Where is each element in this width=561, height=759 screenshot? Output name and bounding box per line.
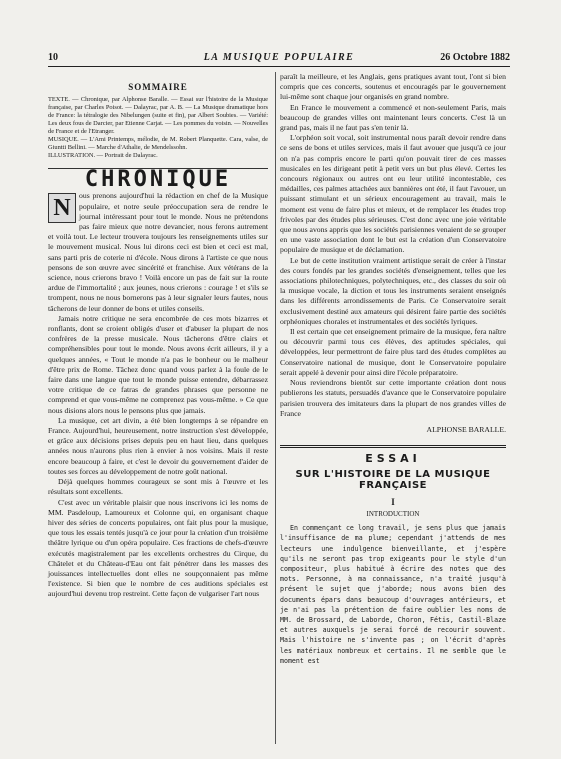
column-divider — [275, 72, 276, 744]
chronique-continued-paragraph: L'orphéon soit vocal, soit instrumental nous paraît devoir rendre dans ce sens de bons et utiles services, mais il faut avouer que jusqu'à ce jour on n'a pas compris encore le parti qu'on pouvait tirer de ces masses musicales en les dirigeant petit à petit vers un but plus élevé. Certes les concours régionaux ou autres ont eu leur utilité incontestable, ces médailles, ces palmes attachées aux bannières ont été, il faut l'avouer, un puissant stimulant et un sérieux encouragement au travail, mais le moment est venu de faire plus et mieux, et de remplacer les études trop frivoles par des études plus sérieuses. C'est donc avec une joie véritable que nous avons appris que les sociétés parisiennes venaient de se grouper en une vaste association dont le but est la création d'un Conservatoire populaire de musique et de déclamation. — [280, 133, 506, 255]
sommaire-entry: MUSIQUE. — L'Ami Printemps, mélodie, de M. Robert Planquette. Cara, valse, de Giuntti Bellini. — Marche d'Athalie, de Mendelssohn. — [48, 136, 268, 152]
section-number: I — [391, 496, 395, 507]
chronique-continued-paragraph: Le but de cette institution vraiment artistique serait de créer à l'instar des cours fondés par les grandes sociétés d'enseignement, telles que les associations philotechniques, polytechniques, etc., des classes du soir où la musique vocale, la diction et tous les instruments seraient enseignés dans les différents arrondissements de Paris. Ce Conservatoire serait exclusivement destiné aux amateurs qui désirent faire partie des sociétés orphéoniques chorales et instrumentales et des sociétés lyriques. — [280, 255, 506, 326]
header-rule — [48, 66, 510, 67]
journal-title: LA MUSIQUE POPULAIRE — [203, 52, 355, 63]
sommaire-title: SOMMAIRE — [128, 82, 188, 92]
author-signature: ALPHONSE BARALLE. — [426, 424, 506, 434]
page-number: 10 — [48, 52, 58, 63]
essai-subtitle: SUR L'HISTOIRE DE LA MUSIQUE FRANÇAISE — [295, 469, 491, 491]
essai-title: ESSAI — [365, 452, 421, 466]
sommaire-entry: ILLUSTRATION. — Portrait de Dalayrac. — [48, 152, 158, 160]
chronique-paragraph: Déjà quelques hommes courageux se sont mis à l'œuvre et les résultats sont excellents. — [48, 477, 268, 497]
chronique-continued-paragraph: En France le mouvement a commencé et non-seulement Paris, mais beaucoup de grandes villes ont maintenant leurs concerts. C'est là un grand pas, mais il ne faut pas s'en tenir là. — [280, 102, 506, 133]
chronique-body — [48, 191, 268, 599]
chronique-continued-paragraph: Nous reviendrons bientôt sur cette importante création dont nous publierons les statuts, persuadés d'avance que le Conservatoire populaire parisien trouvera des imitateurs dans la plupart de nos grandes villes de France — [280, 378, 506, 418]
right-column — [280, 72, 506, 666]
chronique-continued-paragraph: Il est certain que cet enseignement primaire de la musique, fera naître ou découvrir parmi tous ces élèves, des aptitudes spéciales, qui développées, leur permettront de faire plus tard des études complètes au Conservatoire national de musique, dont le Conservatoire populaire serait appelé à devenir pour ainsi dire l'école préparatoire. — [280, 327, 506, 377]
chronique-continued-paragraph: paraît la meilleure, et les Anglais, gens pratiques avant tout, l'ont si bien compris que ces concerts, soutenus et encouragés par le gouvernement lui-même sont chaque jour organisés en grand nombre. — [280, 72, 506, 102]
sommaire-entry: TEXTE. — Chronique, par Alphonse Baralle. — Essai sur l'histoire de la Musique française, par Charles Poisot. — Dalayrac, par A. B. — La Musique dramatique hors de France: la tétralogie des Nibelungen (suite et fin), par Albert Soubies. — Variété: Les deux fous de Darcier, par Etienne Carjat. — Les pommes du voisin. — Nouvelles de France et de l'Etranger. — [48, 96, 268, 136]
left-column — [48, 72, 268, 600]
chronique-paragraph: C'est avec un véritable plaisir que nous inscrivons ici les noms de MM. Pasdeloup, Lamoureux et Colonne qui, en organisant chaque hiver des séries de concerts populaires, ont fait plus pour la musique, que tous les essais tentés jusqu'à ce jour pour la création d'un troisième théâtre lyrique ou d'un opéra populaire. Ces fractions de chefs-d'œuvre exécutés magistralement par les excellents orchestres du Cirque, du Châtelet et du Château-d'Eau ont fait pénétrer dans les masses des jouissances intellectuelles dont elles ne soupçonnaient pas même l'existence. Si bien que le nombre de ces auditions spéciales est aujourd'hui devenu trop restreint. Cette façon de vulgariser l'art nous — [48, 497, 268, 599]
page-header — [48, 52, 510, 66]
drop-cap: N — [48, 193, 76, 223]
chronique-title: CHRONIQUE — [84, 167, 232, 193]
essai-paragraph: En commençant ce long travail, je sens plus que jamais l'insuffisance de ma plume; cependant j'attends de mes lecteurs une indulgence bienveillante, et j'espère qu'ils ne seront pas trop exigeants pour le style d'un compositeur, plus habitué à écrire des notes que des mots. Personne, à ma connaissance, n'a traité jusqu'à présent le sujet que j'aborde; nous avons bien des documents épars dans beaucoup d'ouvrages antérieurs, et je n'ai pas la prétention de faire oublier les noms de MM. de Brossard, de Laborde, Choron, Fétis, Castil-Blaze et autres auxquels je serai forcé de recourir souvent. Mais l'histoire ne s'invente pas ; on l'écrit d'après les matériaux nombreux et certains. Il me semble que le moment est — [280, 524, 506, 665]
chronique-paragraph: N ous prenons aujourd'hui la rédaction en chef de la Musique populaire, et notre seule préoccupation sera de rendre le journal intéressant pour tout le monde. Nous ne prétendons pas faire mieux que notre devancier, nous ferons autrement et voilà tout. Le lecteur trouvera toujours les renseignements utiles sur le mouvement musical. Nous lui dirons ceci est bien et ceci est mal, sans parti pris de coterie ni d'école. Nous dirons à l'artiste ce que nous pensons de son œuvre avec sincérité et franchise. Aux vétérans de la science, nous crierons bravo ! Voilà encore un pas de fait sur la route ardue de l'immortalité ; aux jeunes, nous crierons : courage ! et s'ils se trompent, nous ne nous bornerons pas à leur signaler leurs fautes, nous tâcherons de leur donner de bons et utiles conseils. — [48, 191, 268, 313]
issue-date: 26 Octobre 1882 — [440, 52, 510, 63]
essai-divider — [280, 445, 506, 448]
chronique-paragraph: Jamais notre critique ne sera encombrée de ces mots bizarres et ronflants, dont se croient obligés d'user et d'abuser la plupart de nos confrères de la presse musicale. Nous tâcherons d'être clairs et compréhensibles pour tout le monde. Nous avons écrit ailleurs, il y a quelques années, « Tout le monde n'a pas le bonheur ou le malheur d'être prix de Rome. Tâchez donc quand vous parlez à la foule de le faire dans une langue que tout le monde puisse entendre, débarrassez votre critique de ce fatras de grandes phrases que personne ne comprend et que vous-même ne comprenez pas vous-même. » Ce que nous disions alors nous le pensons plus que jamais. — [48, 313, 268, 415]
section-heading: INTRODUCTION — [366, 509, 420, 518]
chronique-paragraph: La musique, cet art divin, a été bien longtemps à se répandre en France. Aujourd'hui, heureusement, notre instruction s'est développée, et grâce aux décisions prises depuis peu en haut lieu, dans quelques années nous n'aurons plus rien à envier à nos voisins. Mais il reste encore beaucoup à faire, et c'est le devoir du gouvernement d'aider de toutes ses forces au développement de notre goût national. — [48, 415, 268, 476]
